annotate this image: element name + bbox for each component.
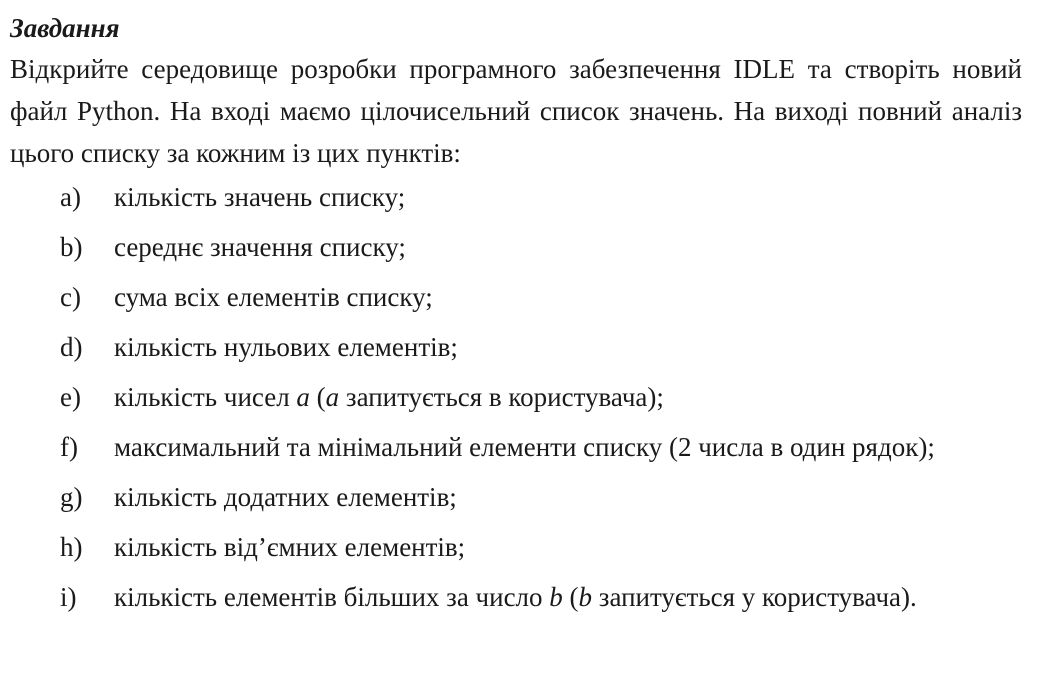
variable-name: b: [578, 582, 593, 612]
list-item-marker: c): [60, 282, 81, 312]
list-item-text: [114, 582, 917, 612]
list-item: [10, 376, 1022, 418]
list-item-text-segment: кількість елементів більших за число: [114, 582, 550, 612]
list-item-marker: h): [60, 532, 83, 562]
task-list: [10, 176, 1022, 618]
variable-name: b: [549, 582, 563, 612]
list-item-text-segment: максимальний та мінімальний елементи списку (2 числа в один рядок);: [114, 432, 935, 462]
list-item: [10, 526, 1022, 568]
task-heading: Завдання: [10, 13, 120, 43]
list-item: [10, 176, 1022, 218]
list-item: [10, 426, 1022, 468]
list-item-text-segment: запитується у користувача).: [592, 582, 917, 612]
list-item-text: [114, 382, 664, 412]
list-item-text-segment: (: [562, 582, 579, 612]
list-item-text: [114, 332, 458, 362]
list-item-text-segment: кількість значень списку;: [114, 182, 406, 212]
list-item-marker: i): [60, 582, 77, 612]
variable-name: a: [296, 382, 310, 412]
list-item-text-segment: кількість чисел: [114, 382, 297, 412]
list-item: [10, 326, 1022, 368]
variable-name: a: [325, 382, 340, 412]
list-item-text: [114, 282, 433, 312]
list-item-text-segment: кількість додатних елементів;: [114, 482, 457, 512]
list-item-marker: g): [60, 482, 83, 512]
list-item-text: [114, 432, 935, 462]
document: [10, 8, 1022, 626]
list-item-marker: e): [60, 382, 81, 412]
list-item: [10, 226, 1022, 268]
list-item-text: [114, 182, 405, 212]
list-item-text-segment: (: [309, 382, 326, 412]
list-item: [10, 476, 1022, 518]
list-item-text-segment: кількість від’ємних елементів;: [114, 532, 466, 562]
list-item-marker: a): [60, 182, 81, 212]
list-item-text: [114, 232, 406, 262]
list-item-text-segment: кількість нульових елементів;: [114, 332, 458, 362]
list-item: [10, 576, 1022, 618]
list-item-marker: f): [60, 432, 78, 462]
list-item-text-segment: середнє значення списку;: [114, 232, 406, 262]
list-item-text: [114, 532, 465, 562]
list-item-text-segment: сума всіх елементів списку;: [114, 282, 433, 312]
list-item-text-segment: запитується в користувача);: [339, 382, 664, 412]
list-item: [10, 276, 1022, 318]
list-item-text: [114, 482, 457, 512]
list-item-marker: b): [60, 232, 83, 262]
list-item-marker: d): [60, 332, 83, 362]
task-description: Відкрийте середовище розробки програмного забезпечення IDLE та створіть новий файл Python. На вході маємо цілочисельний список значень. На виході повний аналіз цього списку за кожним із цих пунктів:: [10, 54, 1022, 168]
